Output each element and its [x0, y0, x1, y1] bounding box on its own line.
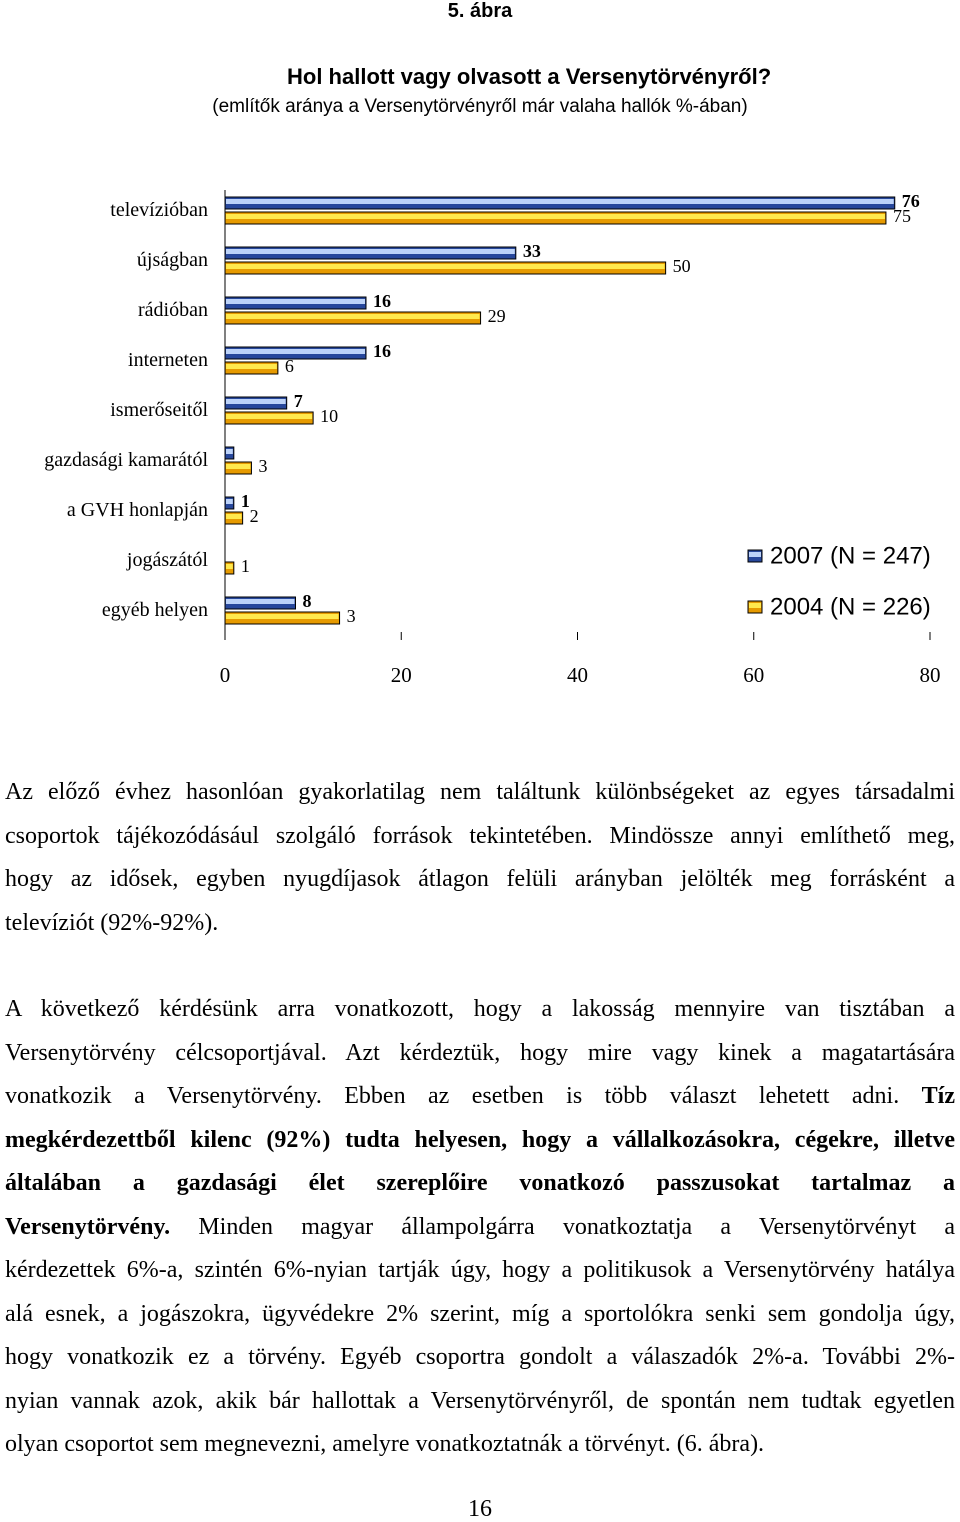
bar-highlight-2004 [226, 364, 277, 369]
figure-label: 5. ábra [447, 0, 513, 22]
text-line: alá esnek, a jogászokra, ügyvédekre 2% szerint, míg a sportolókra senki sem gondolja úgy, [5, 1300, 955, 1327]
bar-highlight-2004 [226, 464, 250, 469]
data-label-2004: 10 [320, 406, 339, 426]
bar-highlight-2004 [226, 414, 312, 419]
bar-chart [0, 0, 960, 700]
paragraph-1 [5, 771, 955, 945]
data-label-2007: 76 [901, 191, 920, 211]
bold-text-segment: Versenytörvény. [5, 1213, 171, 1240]
legend-swatch-highlight-2007 [749, 552, 761, 557]
x-tick-label: 40 [567, 663, 588, 687]
bar-highlight-2007 [226, 299, 365, 304]
category-label: újságban [136, 249, 208, 271]
data-label-2007: 16 [373, 291, 391, 311]
bar-highlight-2004 [226, 314, 480, 319]
paragraph-2 [5, 988, 955, 1467]
data-label-2007: 8 [302, 591, 312, 611]
x-tick-label: 20 [390, 663, 412, 687]
text-line: csoportok tájékozódásául szolgáló források tekintetében. Mindössze annyi említhető meg, [5, 822, 955, 849]
data-label-2007: 16 [373, 341, 391, 361]
category-label: egyéb helyen [101, 599, 208, 621]
data-label-2004: 2 [249, 506, 259, 526]
data-label-2004: 50 [672, 256, 691, 276]
category-label: televízióban [110, 199, 208, 221]
x-tick-label: 80 [919, 663, 941, 687]
chart-legend [770, 543, 931, 621]
data-label-2004: 6 [284, 356, 294, 376]
category-label: interneten [128, 349, 208, 371]
text-line: televíziót (92%-92%). [5, 909, 219, 936]
x-tick-label: 60 [743, 663, 765, 687]
bold-text-segment: Tíz [921, 1083, 955, 1109]
chart-subtitle: (említők aránya a Versenytörvényről már valaha hallók %-ában) [212, 96, 748, 117]
bar-highlight-2007 [226, 249, 515, 254]
bar-highlight-2007 [226, 599, 295, 604]
data-label-2007: 7 [293, 391, 303, 411]
page-number: 16 [468, 1496, 492, 1522]
bar-highlight-2004 [226, 264, 665, 269]
text-line: hogy vonatkozik ez a törvény. Egyéb csoportra gondolt a válaszadók 2%-a. További 2%- [5, 1344, 955, 1370]
text-line: hogy az idősek, egyben nyugdíjasok átlagon felüli arányban jelölték meg forrásként a [5, 866, 955, 892]
legend-swatch-highlight-2004 [749, 603, 761, 608]
text-line: Versenytörvény célcsoportjával. Azt kérdeztük, hogy mire vagy kinek a magatartására [5, 1039, 955, 1066]
data-label-2007: 1 [240, 491, 250, 511]
legend-label-2007: 2007 (N = 247) [770, 542, 931, 570]
text-line: A következő kérdésünk arra vonatkozott, hogy a lakosság mennyire van tisztában a [5, 996, 955, 1022]
text-line: nyian vannak azok, akik bár hallottak a Versenytörvényről, de spontán nem tudtak egyetlen [5, 1387, 955, 1414]
data-label-2004: 3 [258, 456, 268, 476]
data-label-2004: 3 [346, 606, 356, 626]
category-label: a GVH honlapján [66, 499, 208, 521]
text-line [5, 1075, 955, 1119]
bold-text-line: megkérdezettből kilenc (92%) tudta helyesen, hogy a vállalkozásokra, cégekre, illetve [5, 1126, 955, 1153]
data-label-2007: 33 [522, 241, 541, 261]
bar-highlight-2007 [226, 399, 286, 404]
category-label: gazdasági kamarától [44, 449, 208, 471]
text-segment: vonatkozik a Versenytörvény. Ebben az esetben is több választ lehetett adni. [5, 1083, 922, 1109]
x-tick-label: 0 [219, 663, 231, 687]
data-label-2004: 29 [487, 306, 506, 326]
bar-highlight-2007 [226, 449, 233, 454]
category-label: ismerőseitől [110, 399, 208, 421]
data-label-2004: 75 [892, 206, 911, 226]
bar-highlight-2007 [226, 349, 365, 354]
legend-label-2004: 2004 (N = 226) [770, 593, 931, 621]
text-segment: Minden magyar állampolgárra vonatkoztatja a Versenytörvényt a [170, 1213, 955, 1240]
bar-highlight-2004 [226, 614, 339, 619]
bold-text-line: általában a gazdasági élet szereplőire vonatkozó passzusokat tartalmaz a [5, 1170, 955, 1196]
data-label-2004: 1 [240, 556, 250, 576]
bar-highlight-2007 [226, 499, 233, 504]
text-line: Az előző évhez hasonlóan gyakorlatilag nem találtunk különbségeket az egyes társadalmi [5, 779, 955, 805]
text-line: olyan csoportot sem megnevezni, amelyre vonatkoztatnák a törvényt. (6. ábra). [5, 1431, 765, 1457]
bar-highlight-2004 [226, 564, 233, 569]
bar-highlight-2004 [226, 214, 885, 219]
chart-title: Hol hallott vagy olvasott a Versenytörvényről? [287, 64, 772, 89]
category-label: rádióban [138, 299, 208, 321]
category-label: jogászától [126, 549, 208, 571]
text-line: kérdezettek 6%-a, szintén 6%-nyian tartják úgy, hogy a politikusok a Versenytörvény hatálya [5, 1257, 955, 1283]
bar-highlight-2007 [226, 199, 894, 204]
text-line [5, 1206, 955, 1250]
bar-highlight-2004 [226, 514, 242, 519]
